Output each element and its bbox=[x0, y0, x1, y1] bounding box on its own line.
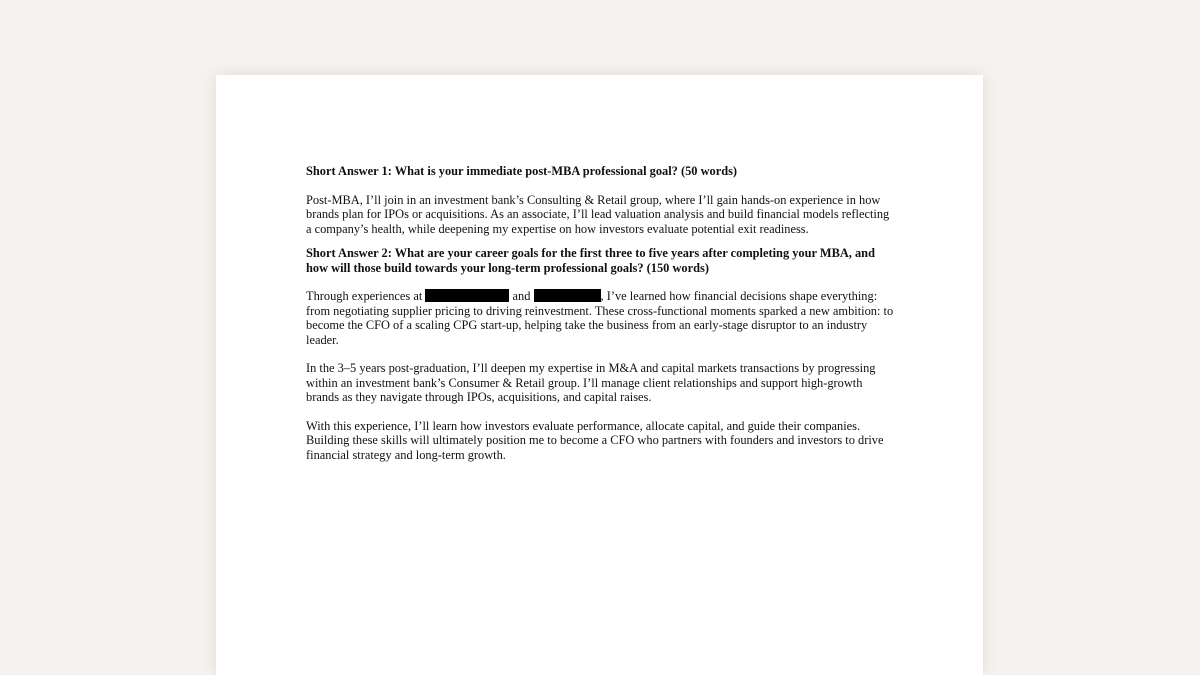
question-1-heading: Short Answer 1: What is your immediate post-MBA professional goal? (50 words) bbox=[306, 164, 738, 178]
document-body bbox=[306, 164, 896, 462]
answer-2-paragraph-3: With this experience, I’ll learn how investors evaluate performance, allocate capital, and guide their companies. Building these skills will ultimately position me to become a CFO who partners with founders and investors to drive financial strategy and long-term growth. bbox=[306, 418, 884, 462]
answer-1-paragraph: Post-MBA, I’ll join in an investment bank’s Consulting & Retail group, where I’ll gain hands-on experience in how brands plan for IPOs or acquisitions. As an associate, I’ll lead valuation analysis and build financial models reflecting a company’s health, while deepening my expertise on how investors evaluate potential exit readiness. bbox=[306, 192, 890, 236]
answer-2-paragraph-2: In the 3–5 years post-graduation, I’ll deepen my expertise in M&A and capital markets transactions by progressing within an investment bank’s Consumer & Retail group. I’ll manage client relationships and support high-growth brands as they navigate through IPOs, acquisitions, and capital raises. bbox=[306, 361, 876, 404]
paragraph-text-rest: , I’ve learned how financial decisions shape everything: from negotiating supplier pricing to driving reinvestment. These cross-functional moments sparked a new ambition: to become the CFO of a scaling CPG start-up, helping take the business from an early-stage disruptor to an industry leader. bbox=[306, 289, 894, 347]
redacted-company-2 bbox=[534, 289, 601, 302]
paragraph-text-and: and bbox=[512, 289, 531, 303]
question-2-heading: Short Answer 2: What are your career goals for the first three to five years after completing your MBA, and how will those build towards your long-term professional goals? (150 words) bbox=[306, 246, 875, 275]
redacted-company-1 bbox=[425, 289, 509, 302]
document-page bbox=[216, 75, 983, 675]
paragraph-text-start: Through experiences at bbox=[306, 289, 423, 303]
answer-2-paragraph-1 bbox=[306, 289, 896, 347]
